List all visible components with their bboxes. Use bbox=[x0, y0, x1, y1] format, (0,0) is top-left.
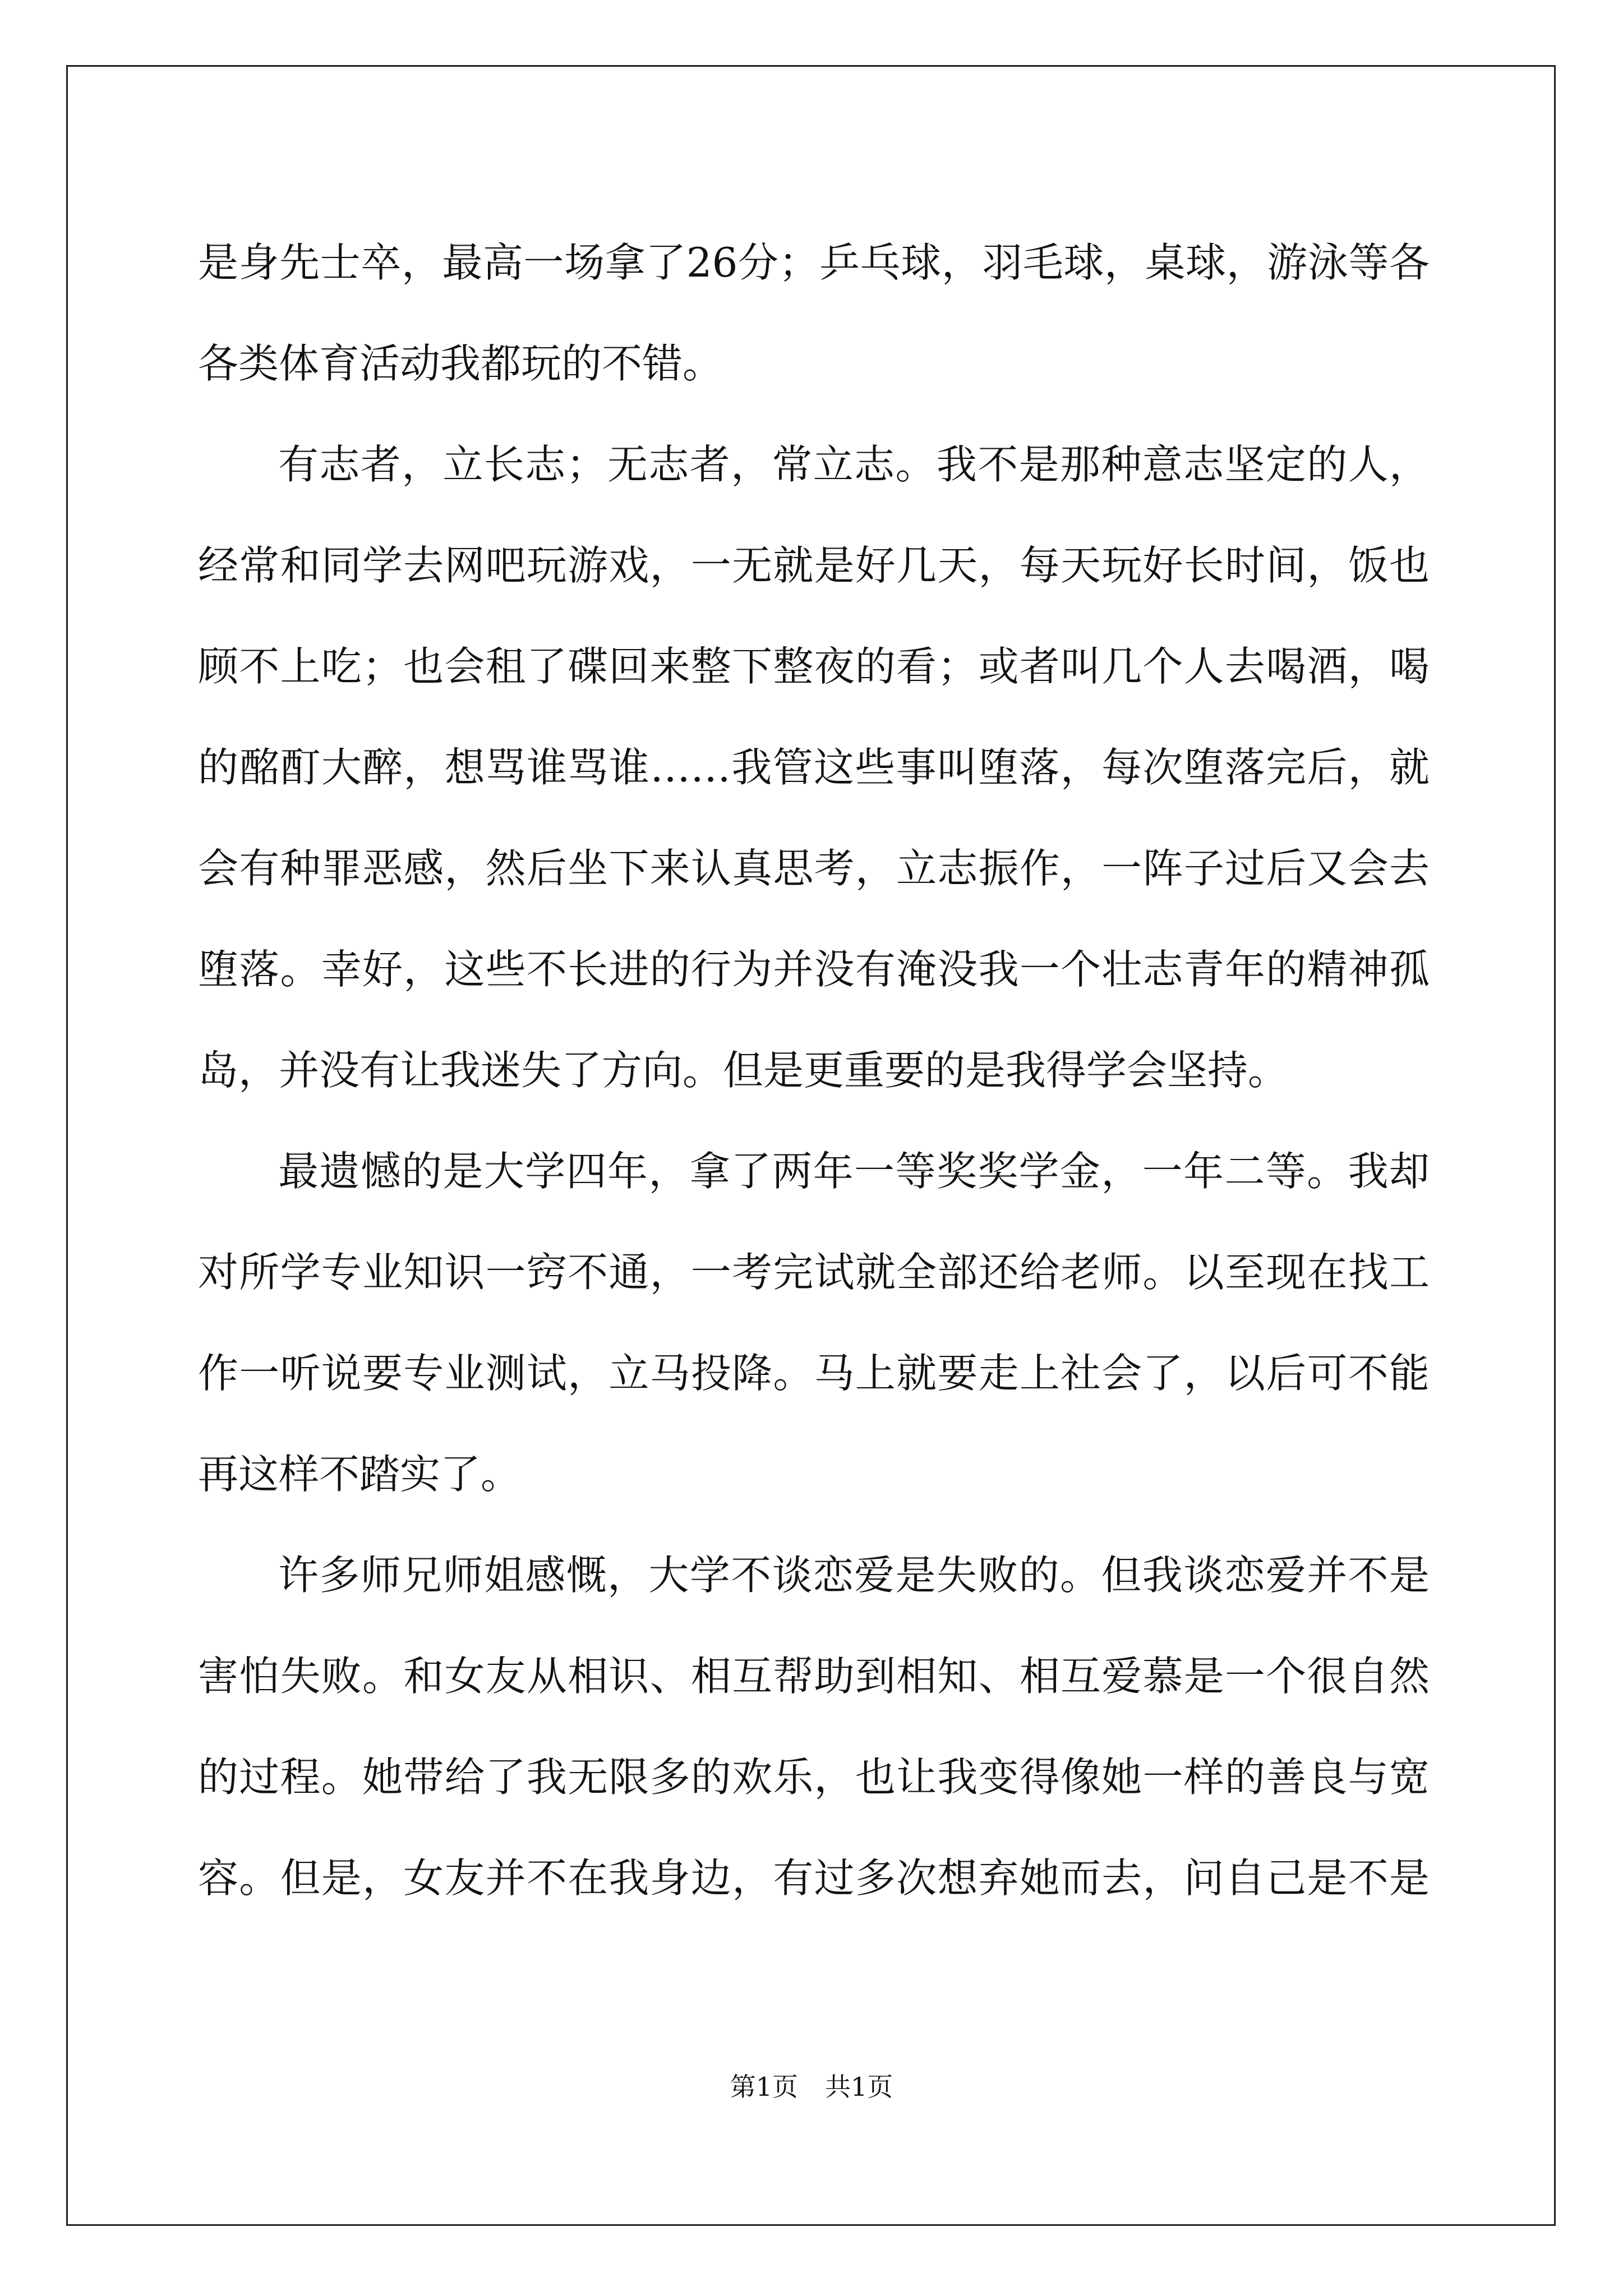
text-line: 会有种罪恶感，然后坐下来认真思考，立志振作，一阵子过后又会去 bbox=[198, 845, 1430, 892]
total-pages: 共1页 bbox=[825, 2072, 893, 2102]
text-line: 各类体育活动我都玩的不错。 bbox=[198, 340, 723, 387]
page-footer bbox=[0, 2071, 1623, 2102]
text-line: 的过程。她带给了我无限多的欢乐，也让我变得像她一样的善良与宽 bbox=[198, 1754, 1430, 1801]
text-line: 许多师兄师姐感慨，大学不谈恋爱是失败的。但我谈恋爱并不是 bbox=[278, 1552, 1430, 1599]
text-line: 最遗憾的是大学四年，拿了两年一等奖奖学金，一年二等。我却 bbox=[278, 1148, 1430, 1195]
text-line: 顾不上吃；也会租了碟回来整下整夜的看；或者叫几个人去喝酒，喝 bbox=[198, 643, 1430, 690]
text-line: 经常和同学去网吧玩游戏，一无就是好几天，每天玩好长时间，饭也 bbox=[198, 542, 1430, 589]
text-line: 再这样不踏实了。 bbox=[198, 1451, 522, 1498]
text-line: 堕落。幸好，这些不长进的行为并没有淹没我一个壮志青年的精神孤 bbox=[198, 946, 1430, 993]
text-line: 作一听说要专业测试，立马投降。马上就要走上社会了，以后可不能 bbox=[198, 1350, 1430, 1397]
text-line: 的酩酊大醉，想骂谁骂谁……我管这些事叫堕落，每次堕落完后，就 bbox=[198, 744, 1430, 791]
text-line: 有志者，立长志；无志者，常立志。我不是那种意志坚定的人， bbox=[278, 441, 1430, 488]
text-line: 害怕失败。和女友从相识、相互帮助到相知、相互爱慕是一个很自然 bbox=[198, 1653, 1430, 1700]
text-line: 是身先士卒，最高一场拿了26分；乒乓球，羽毛球，桌球，游泳等各 bbox=[198, 239, 1430, 286]
text-line: 对所学专业知识一窍不通，一考完试就全部还给老师。以至现在找工 bbox=[198, 1249, 1430, 1296]
document-body bbox=[198, 212, 1430, 1929]
text-line: 容。但是，女友并不在我身边，有过多次想弃她而去，问自己是不是 bbox=[198, 1855, 1430, 1902]
text-line: 岛，并没有让我迷失了方向。但是更重要的是我得学会坚持。 bbox=[198, 1047, 1289, 1094]
page-number: 第1页 bbox=[730, 2072, 798, 2102]
